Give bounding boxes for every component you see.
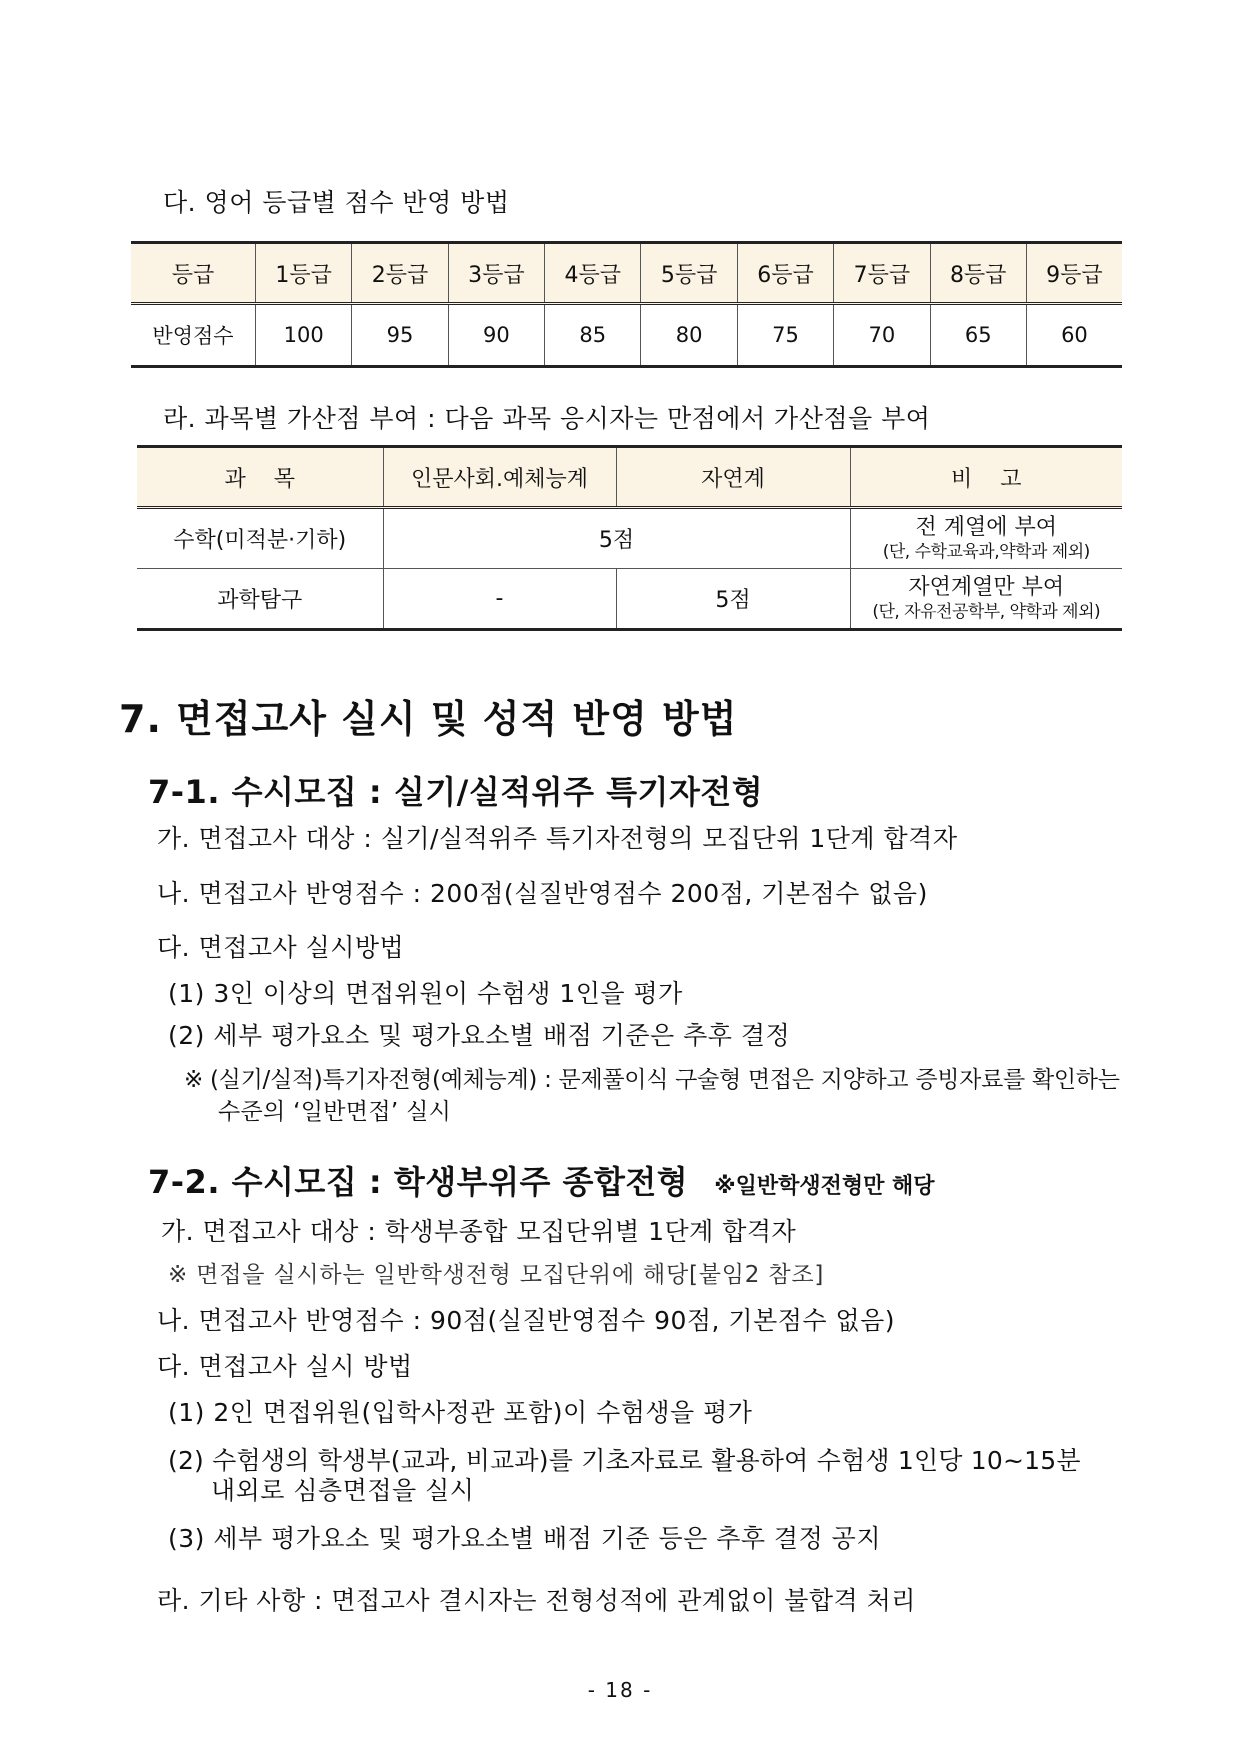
s2-item-da2-line1: (2) 수험생의 학생부(교과, 비교과)를 기초자료로 활용하여 수험생 1인당 10~15분 xyxy=(168,1446,1081,1475)
bonus-subject: 과학탐구 xyxy=(217,588,303,613)
s2-item-ga: 가. 면접고사 대상 : 학생부종합 모집단위별 1단계 합격자 xyxy=(161,1217,797,1246)
bonus-science-value: 5점 xyxy=(616,569,850,630)
subsection-title: 7-1. 수시모집 : 실기/실적위주 특기자전형 xyxy=(148,773,764,811)
score-cell: 90 xyxy=(448,304,544,367)
score-cell: 80 xyxy=(641,304,737,367)
s1-item-da: 다. 면접고사 실시방법 xyxy=(157,933,405,962)
bonus-subject: 수학(미적분·기하) xyxy=(173,528,347,553)
grade-cell: 5등급 xyxy=(641,243,737,304)
score-cell: 95 xyxy=(352,304,448,367)
score-row xyxy=(131,304,1122,367)
remarks-main: 자연계열만 부여 xyxy=(908,574,1065,600)
s1-note-line1: ※ (실기/실적)특기자전형(예체능계) : 문제풀이식 구술형 면접은 지양하고 증빙자료를 확인하는 xyxy=(184,1067,1120,1093)
bonus-header-humanities: 인문사회.예체능계 xyxy=(383,447,616,508)
bonus-header-science: 자연계 xyxy=(616,447,850,508)
remarks-main: 전 계열에 부여 xyxy=(915,514,1057,540)
score-cell: 70 xyxy=(834,304,930,367)
bonus-remarks xyxy=(850,508,1122,569)
s1-note-line2: 수준의 ‘일반면접’ 실시 xyxy=(218,1099,452,1125)
score-cell: 65 xyxy=(930,304,1026,367)
s1-item-na: 나. 면접고사 반영점수 : 200점(실질반영점수 200점, 기본점수 없음) xyxy=(157,879,928,908)
grade-head-label: 등급 xyxy=(131,243,256,304)
s2-item-ra: 라. 기타 사항 : 면접고사 결시자는 전형성적에 관계없이 불합격 처리 xyxy=(157,1586,916,1615)
bonus-humanities-value: - xyxy=(383,569,616,630)
s1-item-ga: 가. 면접고사 대상 : 실기/실적위주 특기자전형의 모집단위 1단계 합격자 xyxy=(157,824,958,853)
bonus-row-science xyxy=(137,569,1122,630)
s2-item-da2-line2: 내외로 심층면접을 실시 xyxy=(211,1476,475,1505)
grade-cell: 6등급 xyxy=(737,243,833,304)
bonus-row-math xyxy=(137,508,1122,569)
s2-item-da3: (3) 세부 평가요소 및 평가요소별 배점 기준 등은 추후 결정 공지 xyxy=(168,1524,881,1553)
grade-cell: 3등급 xyxy=(448,243,544,304)
bonus-header-remarks: 비 고 xyxy=(850,447,1122,508)
s1-item-da2: (2) 세부 평가요소 및 평가요소별 배점 기준은 추후 결정 xyxy=(168,1021,791,1050)
score-cell: 100 xyxy=(256,304,352,367)
grade-cell: 4등급 xyxy=(545,243,641,304)
s2-item-da1: (1) 2인 면접위원(입학사정관 포함)이 수험생을 평가 xyxy=(168,1398,753,1427)
score-cell: 75 xyxy=(737,304,833,367)
english-grade-table xyxy=(131,241,1122,368)
subsection-title-text: 7-2. 수시모집 : 학생부위주 종합전형 xyxy=(148,1163,689,1201)
score-cell: 60 xyxy=(1026,304,1122,367)
grade-cell: 1등급 xyxy=(256,243,352,304)
grade-cell: 9등급 xyxy=(1026,243,1122,304)
bonus-merged-value: 5점 xyxy=(383,508,850,569)
bonus-points-table xyxy=(137,445,1122,631)
grade-cell: 2등급 xyxy=(352,243,448,304)
subsection-title-note: ※일반학생전형만 해당 xyxy=(714,1174,935,1199)
s1-item-da1: (1) 3인 이상의 면접위원이 수험생 1인을 평가 xyxy=(168,979,683,1008)
remarks-sub: (단, 수학교육과,약학과 제외) xyxy=(882,541,1090,562)
bonus-header-row xyxy=(137,447,1122,508)
section-ra-title: 라. 과목별 가산점 부여 : 다음 과목 응시자는 만점에서 가산점을 부여 xyxy=(163,404,931,433)
grade-header-row xyxy=(131,243,1122,304)
s2-item-da: 다. 면접고사 실시 방법 xyxy=(157,1352,413,1381)
bonus-remarks xyxy=(850,569,1122,630)
grade-cell: 7등급 xyxy=(834,243,930,304)
subsection-title xyxy=(148,1157,935,1203)
bonus-header-subject: 과 목 xyxy=(137,447,383,508)
score-cell: 85 xyxy=(545,304,641,367)
remarks-sub: (단, 자유전공학부, 약학과 제외) xyxy=(872,601,1101,622)
grade-cell: 8등급 xyxy=(930,243,1026,304)
s2-item-ga-note: ※ 면접을 실시하는 일반학생전형 모집단위에 해당[붙임2 참조] xyxy=(168,1262,825,1288)
s2-item-na: 나. 면접고사 반영점수 : 90점(실질반영점수 90점, 기본점수 없음) xyxy=(157,1306,896,1335)
page-number: - 18 - xyxy=(587,1678,653,1702)
chapter-title: 7. 면접고사 실시 및 성적 반영 방법 xyxy=(119,697,738,741)
score-row-label: 반영점수 xyxy=(152,324,234,348)
section-da-title: 다. 영어 등급별 점수 반영 방법 xyxy=(163,188,510,217)
